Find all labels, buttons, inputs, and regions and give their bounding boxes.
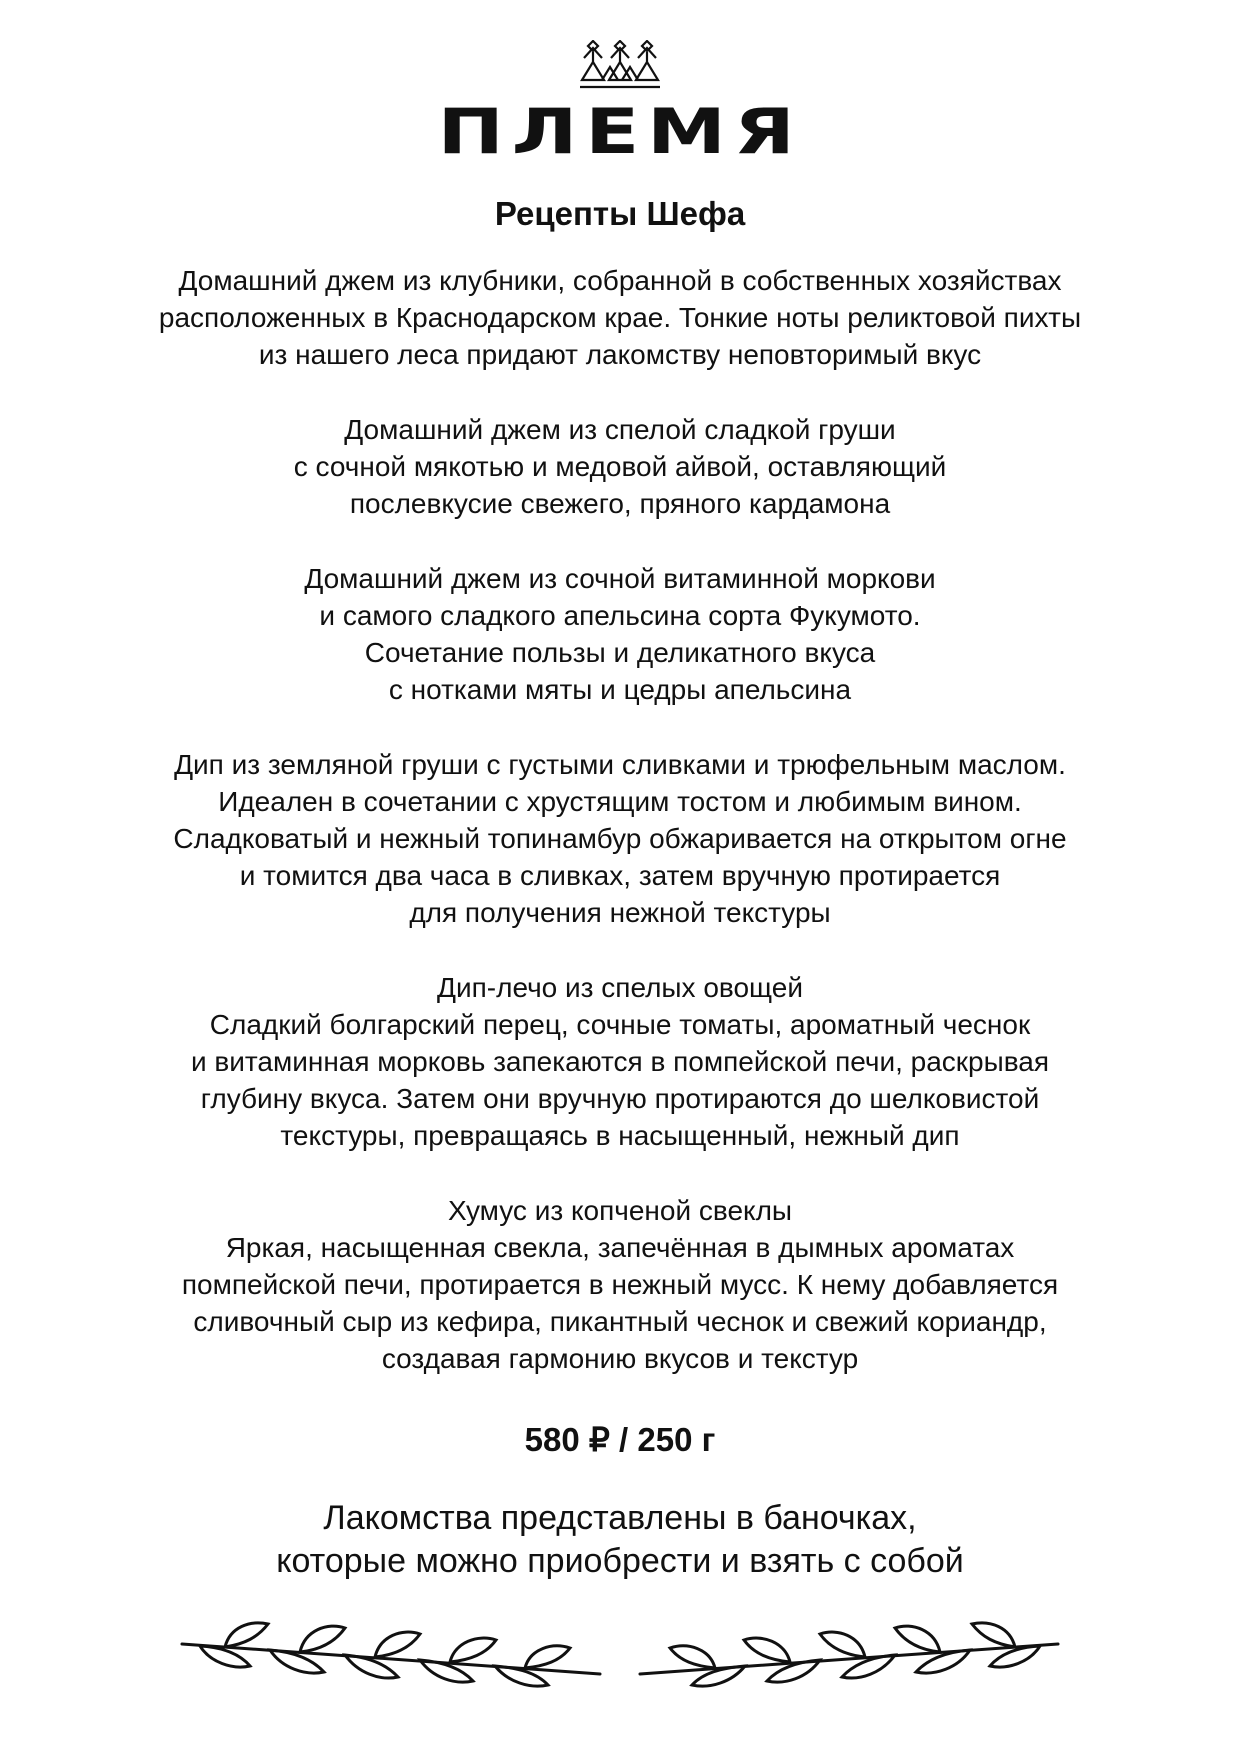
section-title: Рецепты Шефа [494,195,746,232]
item-line: создавая гармонию вкусов и текстур [381,1343,859,1374]
item-line: Домашний джем из сочной витаминной моркови [304,563,936,594]
item-line: послевкусие свежего, пряного кардамона [349,488,891,519]
menu-item-jerusalem-artichoke-dip [100,746,1140,931]
note-line: которые можно приобрести и взять с собой [276,1542,964,1580]
item-line: Яркая, насыщенная свекла, запечённая в дымных ароматах [225,1232,1015,1263]
menu-item-carrot-orange-jam [100,560,1140,708]
item-line: помпейской печи, протирается в нежный мусс. К нему добавляется [181,1269,1059,1300]
item-line: Домашний джем из клубники, собранной в собственных хозяйствах [178,265,1062,296]
item-line: Дип-лечо из спелых овощей [437,972,803,1003]
item-line: для получения нежной текстуры [409,897,831,928]
menu-items [100,262,1140,1415]
item-line: и томится два часа в сливках, затем вручную протирается [239,860,1001,891]
item-line: из нашего леса придают лакомству неповторимый вкус [258,339,982,370]
item-line: с нотками мяты и цедры апельсина [388,674,852,705]
menu-item-beet-hummus [100,1192,1140,1377]
item-line: с сочной мякотью и медовой айвой, оставляющий [293,451,947,482]
leaf-branch-left-icon [182,1623,600,1686]
item-line: глубину вкуса. Затем они вручную протираются до шелковистой [200,1083,1040,1114]
item-line: Сладкий болгарский перец, сочные томаты, ароматный чеснок [209,1009,1031,1040]
takeaway-note [0,1497,1240,1583]
item-line: текстуры, превращаясь в насыщенный, нежный дип [280,1120,960,1151]
leaf-branch-right-icon [640,1623,1058,1686]
decorative-branches [0,1592,1240,1692]
item-line: расположенных в Краснодарском крае. Тонкие ноты реликтовой пихты [158,302,1082,333]
brand-name: ПЛЕМЯ [437,95,803,168]
brand-logo [0,40,1240,95]
item-line: и самого сладкого апельсина сорта Фукумото. [319,600,921,631]
item-line: Хумус из копченой свеклы [447,1195,793,1226]
menu-item-pear-jam [100,411,1140,522]
note-line: Лакомства представлены в баночках, [323,1499,917,1537]
item-line: Сладковатый и нежный топинамбур обжаривается на открытом огне [173,823,1067,854]
menu-item-strawberry-jam [100,262,1140,373]
item-line: Идеален в сочетании с хрустящим тостом и любимым вином. [218,786,1022,817]
item-line: Сочетание пользы и деликатного вкуса [364,637,876,668]
item-line: Домашний джем из спелой сладкой груши [344,414,896,445]
tribe-crown-logo-icon [580,40,660,90]
price: 580 ₽ / 250 г [524,1421,716,1458]
item-line: и витаминная морковь запекаются в помпейской печи, раскрывая [190,1046,1050,1077]
menu-item-lecho-dip [100,969,1140,1154]
item-line: Дип из земляной груши с густыми сливками и трюфельным маслом. [174,749,1066,780]
item-line: сливочный сыр из кефира, пикантный чеснок и свежий кориандр, [193,1306,1047,1337]
